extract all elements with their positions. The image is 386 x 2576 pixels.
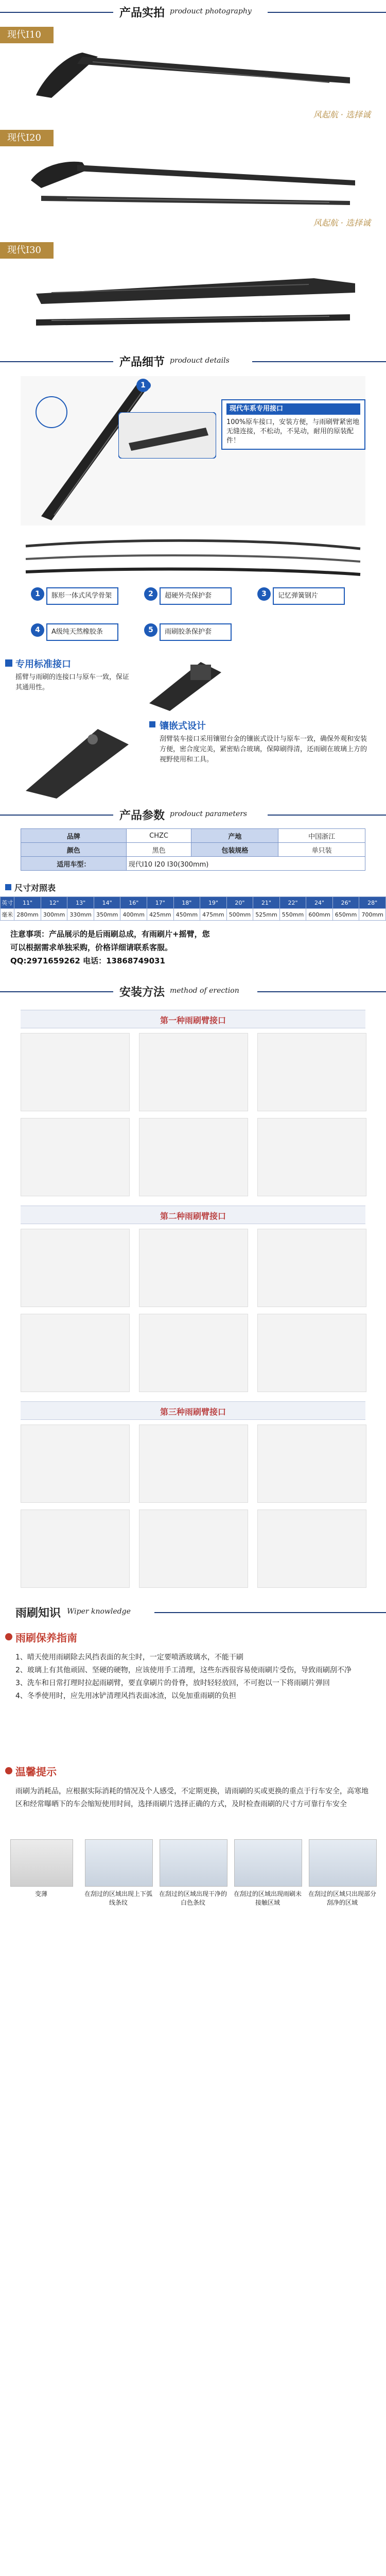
size-mm-cell: 350mm	[94, 909, 120, 921]
wiper-arm-photo-i30	[21, 263, 365, 340]
size-mm-cell: 400mm	[120, 909, 147, 921]
wiper-arm-photo-i10	[21, 46, 365, 103]
slogan-i20: 风起航 · 选择诚	[313, 218, 371, 228]
windshield-image-1	[85, 1839, 153, 1887]
detail-marker: 1	[136, 379, 150, 392]
knowledge-section-header	[0, 1602, 386, 1623]
install-step-1-image-e	[139, 1118, 248, 1196]
square-bullet-icon	[149, 721, 155, 727]
size-inch-cell: 22"	[279, 897, 306, 909]
thumb-caption: 在刮过的区域出现上下弧线条纹	[84, 1890, 152, 1906]
feature-4: A级纯天然橡胶条	[46, 623, 118, 641]
model-tag-i30: 现代I30	[0, 242, 54, 259]
install-step-1-title: 第一种雨刷臂接口	[160, 1015, 226, 1025]
model-tag-i10: 现代I10	[0, 27, 54, 43]
size-mm-cell: 650mm	[332, 909, 359, 921]
size-inch-cell: 14"	[94, 897, 120, 909]
list-item: 4、冬季使用时，应先用冰铲清理风挡表面冰渣，以免加重雨刷的负担	[15, 1692, 236, 1700]
install-step-1-image-a	[21, 1033, 130, 1111]
photo-section-title: 产品实拍	[119, 6, 165, 20]
size-table-title: 尺寸对照表	[14, 883, 56, 893]
point-a-title: 专用标准接口	[15, 659, 71, 670]
details-section-title: 产品细节	[119, 355, 165, 369]
notice-line-1: 注意事项：产品展示的是后雨刷总成，有雨刷片+摇臂，您	[10, 929, 210, 939]
model-tag-i20: 现代I20	[0, 130, 54, 146]
param-label: 产地	[191, 829, 278, 843]
windshield-image-4	[309, 1839, 377, 1887]
size-mm-cell: 425mm	[147, 909, 174, 921]
header-rule-right	[268, 815, 386, 816]
install-section-header	[0, 981, 386, 1002]
square-bullet-icon	[5, 659, 12, 667]
thumb-caption: 变薄	[34, 1890, 47, 1897]
param-value: CHZC	[126, 829, 191, 843]
header-rule-right	[252, 361, 386, 362]
install-step-2-image-b	[139, 1229, 248, 1307]
interface-callout	[221, 399, 365, 450]
table-row	[1, 897, 386, 909]
table-row	[21, 857, 365, 871]
install-step-2-image-e	[139, 1314, 248, 1392]
wiper-arm-photo-i20	[21, 149, 365, 211]
params-section-title: 产品参数	[119, 809, 165, 822]
size-inch-cell: 19"	[200, 897, 227, 909]
install-section-title: 安装方法	[119, 986, 165, 999]
install-step-1-image-f	[257, 1118, 366, 1196]
standard-interface-photo	[139, 652, 232, 714]
params-header	[0, 805, 386, 825]
list-item: 2、玻璃上有其他顽固、坚硬的硬物，应该使用手工清理，这些东西很容易使雨刷片受伤，导致雨刷刮不净	[15, 1666, 352, 1674]
param-label: 品牌	[21, 829, 127, 843]
size-mm-cell: 600mm	[306, 909, 333, 921]
header-rule-left	[0, 361, 113, 362]
install-step-3-image-b	[139, 1425, 248, 1503]
param-value: 单只装	[278, 843, 365, 857]
knowledge-section-subtitle: Wiper knowledge	[67, 1607, 131, 1616]
fit-value: 现代I10 I20 I30(300mm)	[126, 857, 365, 871]
warm-title: 温馨提示	[15, 1766, 57, 1778]
header-rule-left	[0, 815, 113, 816]
install-step-2-image-a	[21, 1229, 130, 1307]
size-inch-cell: 13"	[67, 897, 94, 909]
details-section-header	[0, 351, 386, 372]
point-b-title: 镶嵌式设计	[160, 721, 206, 732]
square-bullet-icon	[5, 884, 11, 890]
thumb-caption: 在刮过的区域出现干净的白色条纹	[159, 1890, 227, 1906]
size-mm-cell: 450mm	[173, 909, 200, 921]
size-mm-cell: 550mm	[279, 909, 306, 921]
size-inch-cell: 20"	[226, 897, 253, 909]
thumb-area	[0, 1839, 386, 2576]
param-label: 包装规格	[191, 843, 278, 857]
tips-list	[15, 1651, 371, 1703]
worn-blade-image	[10, 1839, 73, 1887]
install-step-2-title: 第二种雨刷臂接口	[160, 1211, 226, 1221]
knowledge-section-title: 雨刷知识	[15, 1606, 61, 1620]
feature-5: 雨刷胶条保护套	[160, 623, 232, 641]
feature-marker-3: 3	[257, 587, 271, 601]
size-mm-cell: 330mm	[67, 909, 94, 921]
fit-label: 适用车型：	[21, 857, 127, 871]
size-mm-cell: 475mm	[200, 909, 227, 921]
photo-section-header	[0, 2, 386, 23]
interface-callout-title: 现代车系专用接口	[226, 403, 360, 415]
details-section-subtitle: prodouct details	[170, 357, 230, 365]
header-rule-left	[0, 12, 113, 13]
size-inch-cell: 17"	[147, 897, 174, 909]
size-inch-cell: 11"	[14, 897, 41, 909]
mm-label: 毫米	[1, 909, 14, 921]
size-mm-cell: 700mm	[359, 909, 386, 921]
tips-dot-icon	[5, 1633, 12, 1640]
size-inch-cell: 26"	[332, 897, 359, 909]
point-a-text: 摇臂与雨刷的连接口与原车一致，保证其通用性。	[15, 673, 130, 691]
tips-title: 雨刷保养指南	[15, 1632, 77, 1644]
interface-closeup	[118, 412, 216, 459]
feature-marker-4: 4	[31, 623, 44, 637]
feature-marker-5: 5	[144, 623, 157, 637]
embedded-design-photo	[15, 719, 139, 801]
install-step-3-image-d	[21, 1510, 130, 1588]
size-inch-cell: 18"	[173, 897, 200, 909]
install-step-3-title: 第三种雨刷臂接口	[160, 1407, 226, 1417]
thumb-caption: 在刮过的区域只出现部分刮净的区域	[308, 1890, 376, 1906]
warm-dot-icon	[5, 1767, 12, 1774]
install-step-3-image-e	[139, 1510, 248, 1588]
list-item: 1、晴天使用雨刷除去风挡表面的灰尘时，一定要喷洒玻璃水，不能干刷	[15, 1653, 243, 1662]
params-section-subtitle: prodouct parameters	[170, 810, 248, 818]
feature-marker-2: 2	[144, 587, 157, 601]
param-value: 中国浙江	[278, 829, 365, 843]
install-step-1-bar	[21, 1010, 365, 1028]
feature-marker-1: 1	[31, 587, 44, 601]
thumb-caption: 在刮过的区域出现雨刷未接触区域	[233, 1890, 302, 1906]
install-step-2-image-f	[257, 1314, 366, 1392]
size-inch-cell: 28"	[359, 897, 386, 909]
warm-text: 雨刷为消耗品，应根据实际消耗的情况及个人感受，不定期更换，请雨刷的买或更换的重点于行车安全，高寒地区和经常曝晒下的车会缩短使用时间，选择雨刷片选择正确的方式，及时检查雨刷的尺寸方可靠行车安全	[15, 1787, 369, 1808]
params-table	[21, 828, 365, 871]
slogan-i10: 风起航 · 选择诚	[313, 110, 371, 120]
install-step-3-bar	[21, 1401, 365, 1420]
size-mm-cell: 525mm	[253, 909, 280, 921]
header-rule-right	[268, 12, 386, 13]
table-row	[21, 829, 365, 843]
list-item: 3、洗车和日常打理时拉起雨刷臂，要直拿刷片的骨脊，放时轻轻放回，不可抱以一下将雨刷片弹回	[15, 1679, 330, 1687]
feature-2: 超硬外壳保护套	[160, 587, 232, 605]
size-mm-cell: 300mm	[41, 909, 67, 921]
size-mm-cell: 500mm	[226, 909, 253, 921]
table-row	[21, 843, 365, 857]
size-mm-cell: 280mm	[14, 909, 41, 921]
install-step-1-image-b	[139, 1033, 248, 1111]
install-step-3-image-f	[257, 1510, 366, 1588]
point-b-text: 刮臂装车接口采用镶钳台金的镶嵌式设计与原车一致，确保外观和安装方便，密合度完美，紧密贴合玻璃，保障刷得清，还雨刷在玻璃上方的视野使用和工具。	[160, 735, 367, 764]
size-inch-cell: 12"	[41, 897, 67, 909]
windshield-image-2	[160, 1839, 227, 1887]
install-step-3-image-a	[21, 1425, 130, 1503]
inch-label: 英寸	[1, 897, 14, 909]
param-value: 黑色	[126, 843, 191, 857]
notice-block	[10, 927, 376, 968]
feature-3: 记忆弹簧钢片	[273, 587, 345, 605]
size-inch-cell: 21"	[253, 897, 280, 909]
header-rule-right	[154, 1612, 386, 1613]
install-step-1-image-d	[21, 1118, 130, 1196]
table-row	[1, 909, 386, 921]
feature-1: 豚形一体式风学骨架	[46, 587, 118, 605]
blade-layers-photo	[21, 536, 365, 582]
notice-line-2: 可以根据需求单独采购，价格详细请联系客服。	[10, 943, 173, 952]
size-inch-cell: 24"	[306, 897, 333, 909]
param-label: 颜色	[21, 843, 127, 857]
interface-callout-text: 100%原车接口，安装方便，与雨刷臂紧密地无缝连接，不松动，不晃动，耐用的原装配件！	[226, 418, 360, 445]
size-inch-cell: 16"	[120, 897, 147, 909]
windshield-image-3	[234, 1839, 302, 1887]
notice-contact: QQ:2971659262 电话：13868749031	[10, 956, 165, 965]
header-rule-left	[0, 991, 113, 992]
install-step-2-bar	[21, 1206, 365, 1224]
install-step-2-image-d	[21, 1314, 130, 1392]
install-step-1-image-c	[257, 1033, 366, 1111]
install-section-subtitle: method of erection	[170, 987, 239, 995]
install-step-2-image-c	[257, 1229, 366, 1307]
photo-section-subtitle: prodouct photography	[170, 7, 252, 15]
install-step-3-image-c	[257, 1425, 366, 1503]
header-rule-right	[257, 991, 386, 992]
size-table	[0, 896, 386, 921]
